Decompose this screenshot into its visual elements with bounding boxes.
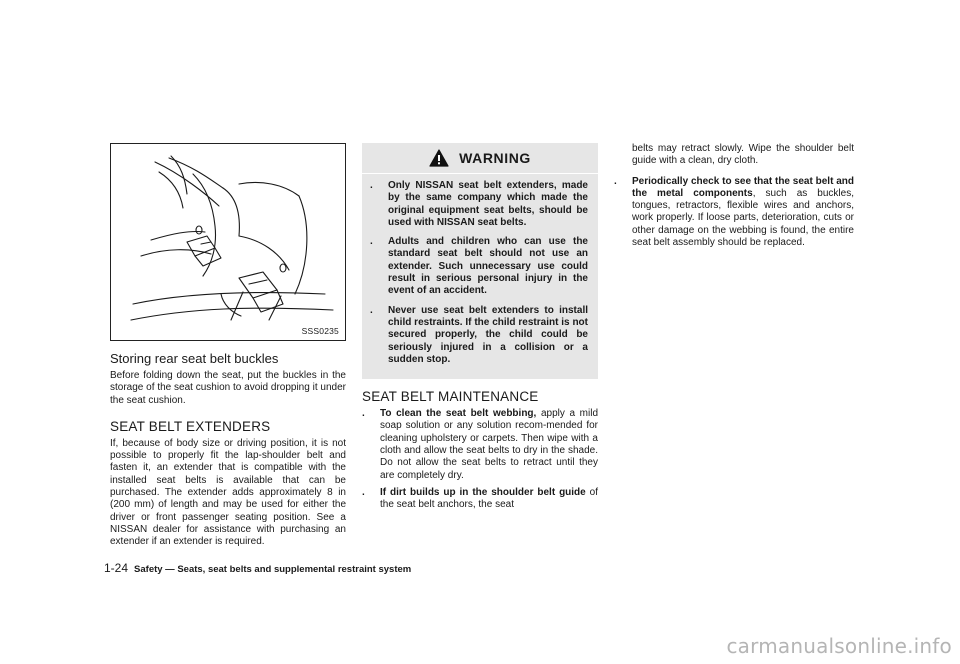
warning-item (370, 305, 588, 366)
extenders-heading: SEAT BELT EXTENDERS (110, 418, 271, 434)
maintenance-item (614, 176, 854, 250)
storing-text: Before folding down the seat, put the buckles in the storage of the seat cushion to avoid dropping it under the seat cushion. (110, 370, 346, 406)
maintenance-item-rest: apply a mild soap solution or any solution recom-mended for cleaning upholstery or carpets. Then wipe with a cloth and allow the seat belts to dry in the shade. Do not allow the seat belts to retract until they are completely dry. (380, 408, 598, 481)
right-column (614, 143, 854, 254)
warning-item (370, 180, 588, 229)
maintenance-item-text (380, 408, 598, 482)
bullet: . (370, 236, 373, 248)
bullet: . (362, 486, 365, 498)
footer-title: Safety — Seats, seat belts and supplemental restraint system (134, 564, 412, 575)
maintenance-item-bold: If dirt builds up in the shoulder belt guide (380, 486, 586, 498)
figure-code: SSS0235 (301, 326, 339, 336)
maintenance-item-text (380, 487, 598, 512)
warning-triangle-icon (429, 149, 449, 167)
warning-item-text: Adults and children who can use the standard seat belt should not use an extender. Such unnecessary use could result in serious personal injury in the event of an accident. (388, 236, 588, 297)
page-footer (104, 561, 411, 575)
warning-item (370, 236, 588, 297)
maintenance-list (362, 408, 598, 511)
bullet: . (370, 180, 373, 191)
maintenance-item-rest: of the seat belt anchors, the seat (380, 486, 598, 511)
maintenance-item-rest: , such as buckles, tongues, retractors, flexible wires and anchors, work properly. If loose parts, deterioration, cuts or other damage on the webbing is found, the entire seat belt assembly should be replaced. (632, 187, 854, 249)
warning-header (362, 143, 598, 174)
middle-column (362, 143, 598, 517)
maintenance-item (362, 487, 598, 512)
bullet: . (614, 175, 617, 187)
rear-seat-buckle-storage-illustration (111, 144, 345, 340)
warning-title: WARNING (459, 150, 531, 166)
maintenance-item-text (632, 176, 854, 250)
continued-text: belts may retract slowly. Wipe the shoulder belt guide with a clean, dry cloth. (632, 143, 854, 167)
bullet: . (362, 408, 365, 420)
figure-box (110, 143, 346, 341)
maintenance-heading: SEAT BELT MAINTENANCE (362, 389, 539, 405)
maintenance-item-bold: Periodically check to see that the seat belt and the metal components (632, 175, 854, 199)
warning-box (362, 143, 598, 379)
warning-list (362, 174, 598, 366)
maintenance-item-bold: To clean the seat belt webbing, (380, 408, 537, 420)
warning-item-text: Only NISSAN seat belt extenders, made by the same company which made the original equipment seat belts, should be used with NISSAN seat belts. (388, 180, 588, 228)
watermark-text: carmanualsonline.info (726, 634, 952, 658)
left-column (110, 143, 346, 549)
page-number: 1-24 (104, 561, 129, 575)
continued-text-row (614, 143, 854, 168)
maintenance-item (362, 408, 598, 482)
warning-item-text: Never use seat belt extenders to install child restraints. If the child restraint is not secured properly, the child could be seriously injured in a collision or a sudden stop. (388, 304, 588, 365)
continued-list (614, 143, 854, 249)
extenders-text: If, because of body size or driving position, it is not possible to properly fit the lap-shoulder belt and fasten it, an extender that is compatible with the installed seat belts is available that can be purchased. The extender adds approximately 8 in (200 mm) of length and may be used for either the driver or front passenger seating position. See a NISSAN dealer for assistance with purchasing an extender if an extender is required. (110, 437, 346, 548)
storing-heading: Storing rear seat belt buckles (110, 351, 279, 366)
bullet: . (370, 304, 373, 316)
